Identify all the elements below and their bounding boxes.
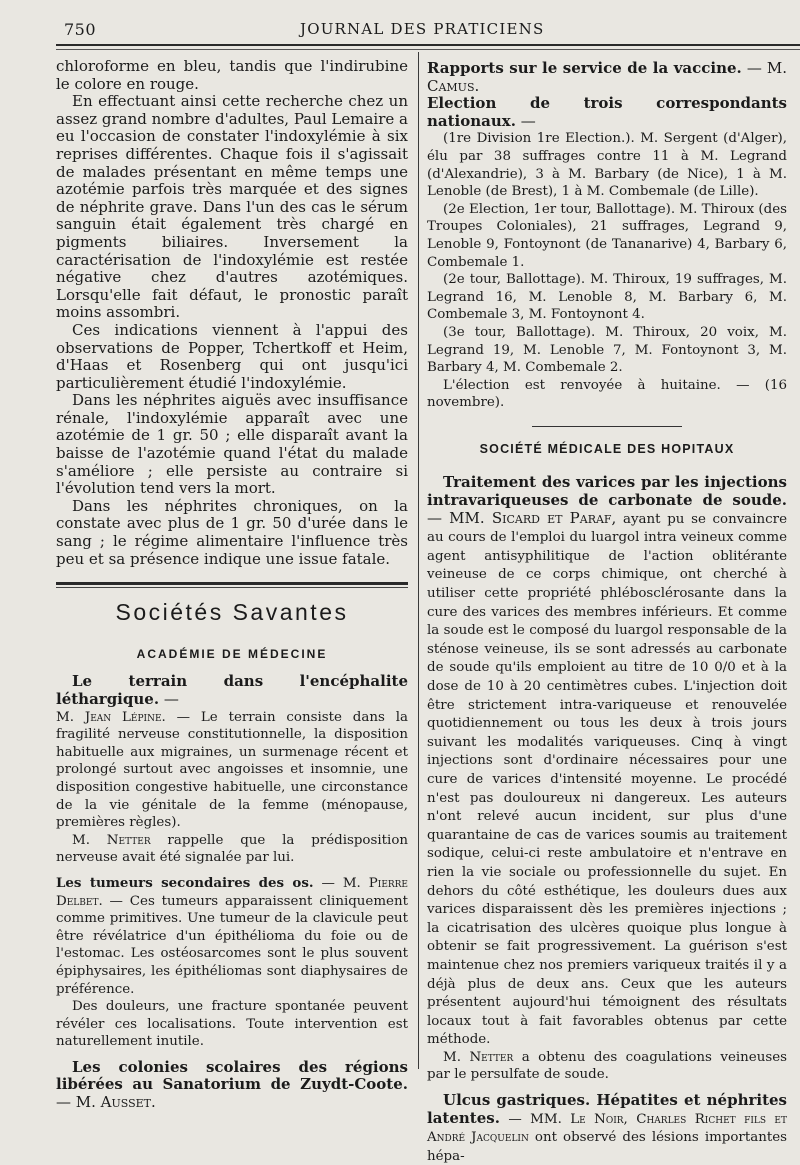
subsection-heading: SOCIÉTÉ MÉDICALE DES HOPITAUX (479, 441, 735, 456)
section-rule (56, 582, 408, 585)
article-title: Le terrain dans l'encéphalite léthargique. (56, 672, 408, 708)
running-title: JOURNAL DES PRATICIENS (300, 20, 545, 38)
article-academie-1 (56, 673, 408, 708)
election-result-4: (3e tour, Ballottage). M. Thiroux, 20 voix, M. Legrand 19, M. Lenoble 7, M. Fontoynont 3, M. Barbary 4, M. Combemale 2. (427, 324, 787, 376)
subsection-heading: ACADÉMIE DE MÉDECINE (136, 646, 328, 661)
article-vaccine (427, 60, 787, 95)
article-text: a obtenu des coagulations veineuses par le persulfate de soude. (427, 1049, 787, 1083)
dash: — (515, 111, 536, 130)
article-varices (427, 474, 787, 1048)
article-followup: Des douleurs, une fracture spontanée peuvent révéler ces localisations. Toute intervention est naturellement inutile. (56, 999, 408, 1050)
article-text: — Ces tumeurs apparaissent cliniquement comme primitives. Une tumeur de la clavicule peut être révélatrice d'un épithélioma du foie ou de l'estomac. Les ostéosarcomes sont le plus souvent épiphysaires, les épithéliomas sont diaphysaires de préférence. (56, 893, 408, 997)
article-academie-3 (56, 1059, 408, 1112)
paragraph: Dans les néphrites chroniques, on la constate avec plus de 1 gr. 50 d'urée dans le sang ; le régime alimentaire l'influence très peu et sa présence indique une issue fatale. (56, 496, 408, 568)
article-text: ont observé des lésions importantes hépa- (427, 1130, 787, 1164)
section-title: Sociétés Savantes (115, 599, 349, 626)
article-title: Ulcus gastriques. Hépatites et néphrites latentes. (427, 1091, 787, 1127)
section-rule-thin (56, 587, 408, 588)
article-title: Traitement des varices par les injections intravariqueuses de carbonate de soude. (427, 473, 787, 510)
election-result-2: (2e Election, 1er tour, Ballottage). M. Thiroux (des Troupes Coloniales), 21 suffrages, Legrand 9, Lenoble 9, Fontoynont (de Tananarive) 4, Barbary 6, Combemale 1. (427, 201, 787, 270)
article-text: — Le terrain consiste dans la fragilité nerveuse constitutionnelle, la disposition habituelle aux migraines, un surmenage récent et prolongé surtout avec angoisses et insomnie, une disposition congestive habituelle, une circonstance de la vie génitale de la femme (ménopause, premières règles). (56, 709, 408, 831)
article-title: Election de trois correspondants nationaux. (427, 94, 787, 130)
article-title: Les tumeurs secondaires des os. (56, 874, 314, 891)
article-followup (56, 832, 408, 867)
article-author: — MM. Le Noir, Charles Richet fils et André Jacquelin (427, 1111, 787, 1146)
right-column (427, 60, 787, 1165)
article-text: rappelle que la prédisposition nerveuse avait été signalée par lui. (56, 832, 409, 866)
separator-rule (532, 426, 682, 427)
article-academie-2 (56, 875, 408, 998)
header-rule (56, 44, 800, 46)
election-result-3: (2e tour, Ballottage). M. Thiroux, 19 suffrages, M. Legrand 16, M. Lenoble 8, M. Barbary 6, M. Combemale 3, M. Fontoynont 4. (427, 272, 787, 323)
article-author: — M. Pierre Delbet. (56, 875, 409, 909)
article-author: — M. Ausset. (56, 1093, 156, 1112)
article-author: — M. Camus. (427, 59, 787, 95)
page-header (0, 18, 800, 42)
article-election (427, 95, 787, 130)
article-title: Les colonies scolaires des régions libérées au Sanatorium de Zuydt-Coote. (56, 1057, 408, 1094)
paragraph: Dans les néphrites aiguës avec insuffisance rénale, l'indoxylémie apparaît avec une azotémie de 1 gr. 50 ; elle disparaît avant la baisse de l'azotémie quand l'état du malade s'améliore ; elle persiste au contraire si l'évolution tend vers la mort. (56, 391, 408, 498)
election-adjourned: L'élection est renvoyée à huitaine. — (16 novembre). (427, 377, 787, 411)
left-column (56, 58, 408, 1112)
paragraph: chloroforme en bleu, tandis que l'indirubine le colore en rouge. (56, 57, 408, 93)
paragraph: En effectuant ainsi cette recherche chez un assez grand nombre d'adultes, Paul Lemaire a eu l'occasion de constater l'indoxylémie à six reprises différentes. Chaque fois il s'agissait de malades présentant en même temps une azotémie parfois très marquée et des signes de néphrite grave. Dans l'un des cas le sérum sanguin était également très chargé en pigments biliaires. Inversement la caractérisation de l'indoxylémie est restée négative chez d'autres azotémiques. Lorsqu'elle fait défaut, le pronostic paraît moins assombri. (56, 92, 408, 322)
election-result-1: (1re Division 1re Election.). M. Sergent (d'Alger), élu par 38 suffrages contre 11 à M. Legrand (d'Alexandrie), 3 à M. Barbary (de Nice), 1 à M. Lenoble (de Brest), 1 à M. Combemale (de Lille). (427, 131, 787, 200)
article-title: Rapports sur le service de la vaccine. (427, 59, 742, 77)
article-ulcus (427, 1092, 787, 1165)
article-body (56, 709, 408, 832)
article-author: — MM. Sicard et Paraf, (427, 508, 617, 527)
article-author: M. Netter (443, 1049, 514, 1065)
paragraph: Ces indications viennent à l'appui des observations de Popper, Tchertkoff et Heim, d'Haas et Rosenberg qui ont jusqu'ici particulièrement étudié l'indoxylémie. (56, 320, 408, 392)
article-author: M. Netter (72, 832, 151, 848)
spacer (56, 867, 408, 875)
column-divider (418, 52, 419, 1069)
article-author: M. Jean Lépine. (56, 709, 166, 725)
article-text: ayant pu se convaincre au cours de l'emploi du luargol intra veineux comme agent antisyphilitique de l'action oblitérante veineuse de ce corps chimique, ont cherché à utiliser cette propriété phlébosclérosante dans la cure des varices des membres inférieurs. Et comme la soude est le composé du luargol responsable de la sténose veineuse, ils se sont adressés au carbonate de soude qu'ils emploient au titre de 10 0/0 et à la dose de 10 à 20 centimètres cubes. L'injection doit être strictement intra-variqueuse et renouvelée quotidiennement ou tous les deux à trois jours suivant les modalités variqueuses. Cinq à vingt injections sont d'ordinaire nécessaires pour une cure de varices d'intensité moyenne. Le procédé n'est pas douloureux ni dangereux. Les auteurs n'ont relevé aucun incident, sur plus d'une quarantaine de cas de varices soumis au traitement sodique, celui-ci reste ambulatoire et n'entrave en rien la vie sociale ou professionnelle du sujet. En dehors du côté esthétique, les douleurs dues aux varices disparaissent dès les premières injections ; la cicatrisation des ulcères quoique plus longue à obtenir se fait progressivement. La guérison s'est maintenue chez nos premiers variqueux traités il y a déjà plus de deux ans. Ceux que les auteurs présentent aujourd'hui témoignent des résultats locaux tout à fait favorables obtenus par cette méthode. (427, 511, 787, 1048)
header-rule-thin (56, 49, 800, 50)
article-followup (427, 1049, 787, 1084)
page-number: 750 (64, 20, 97, 39)
dash: — (159, 690, 179, 708)
